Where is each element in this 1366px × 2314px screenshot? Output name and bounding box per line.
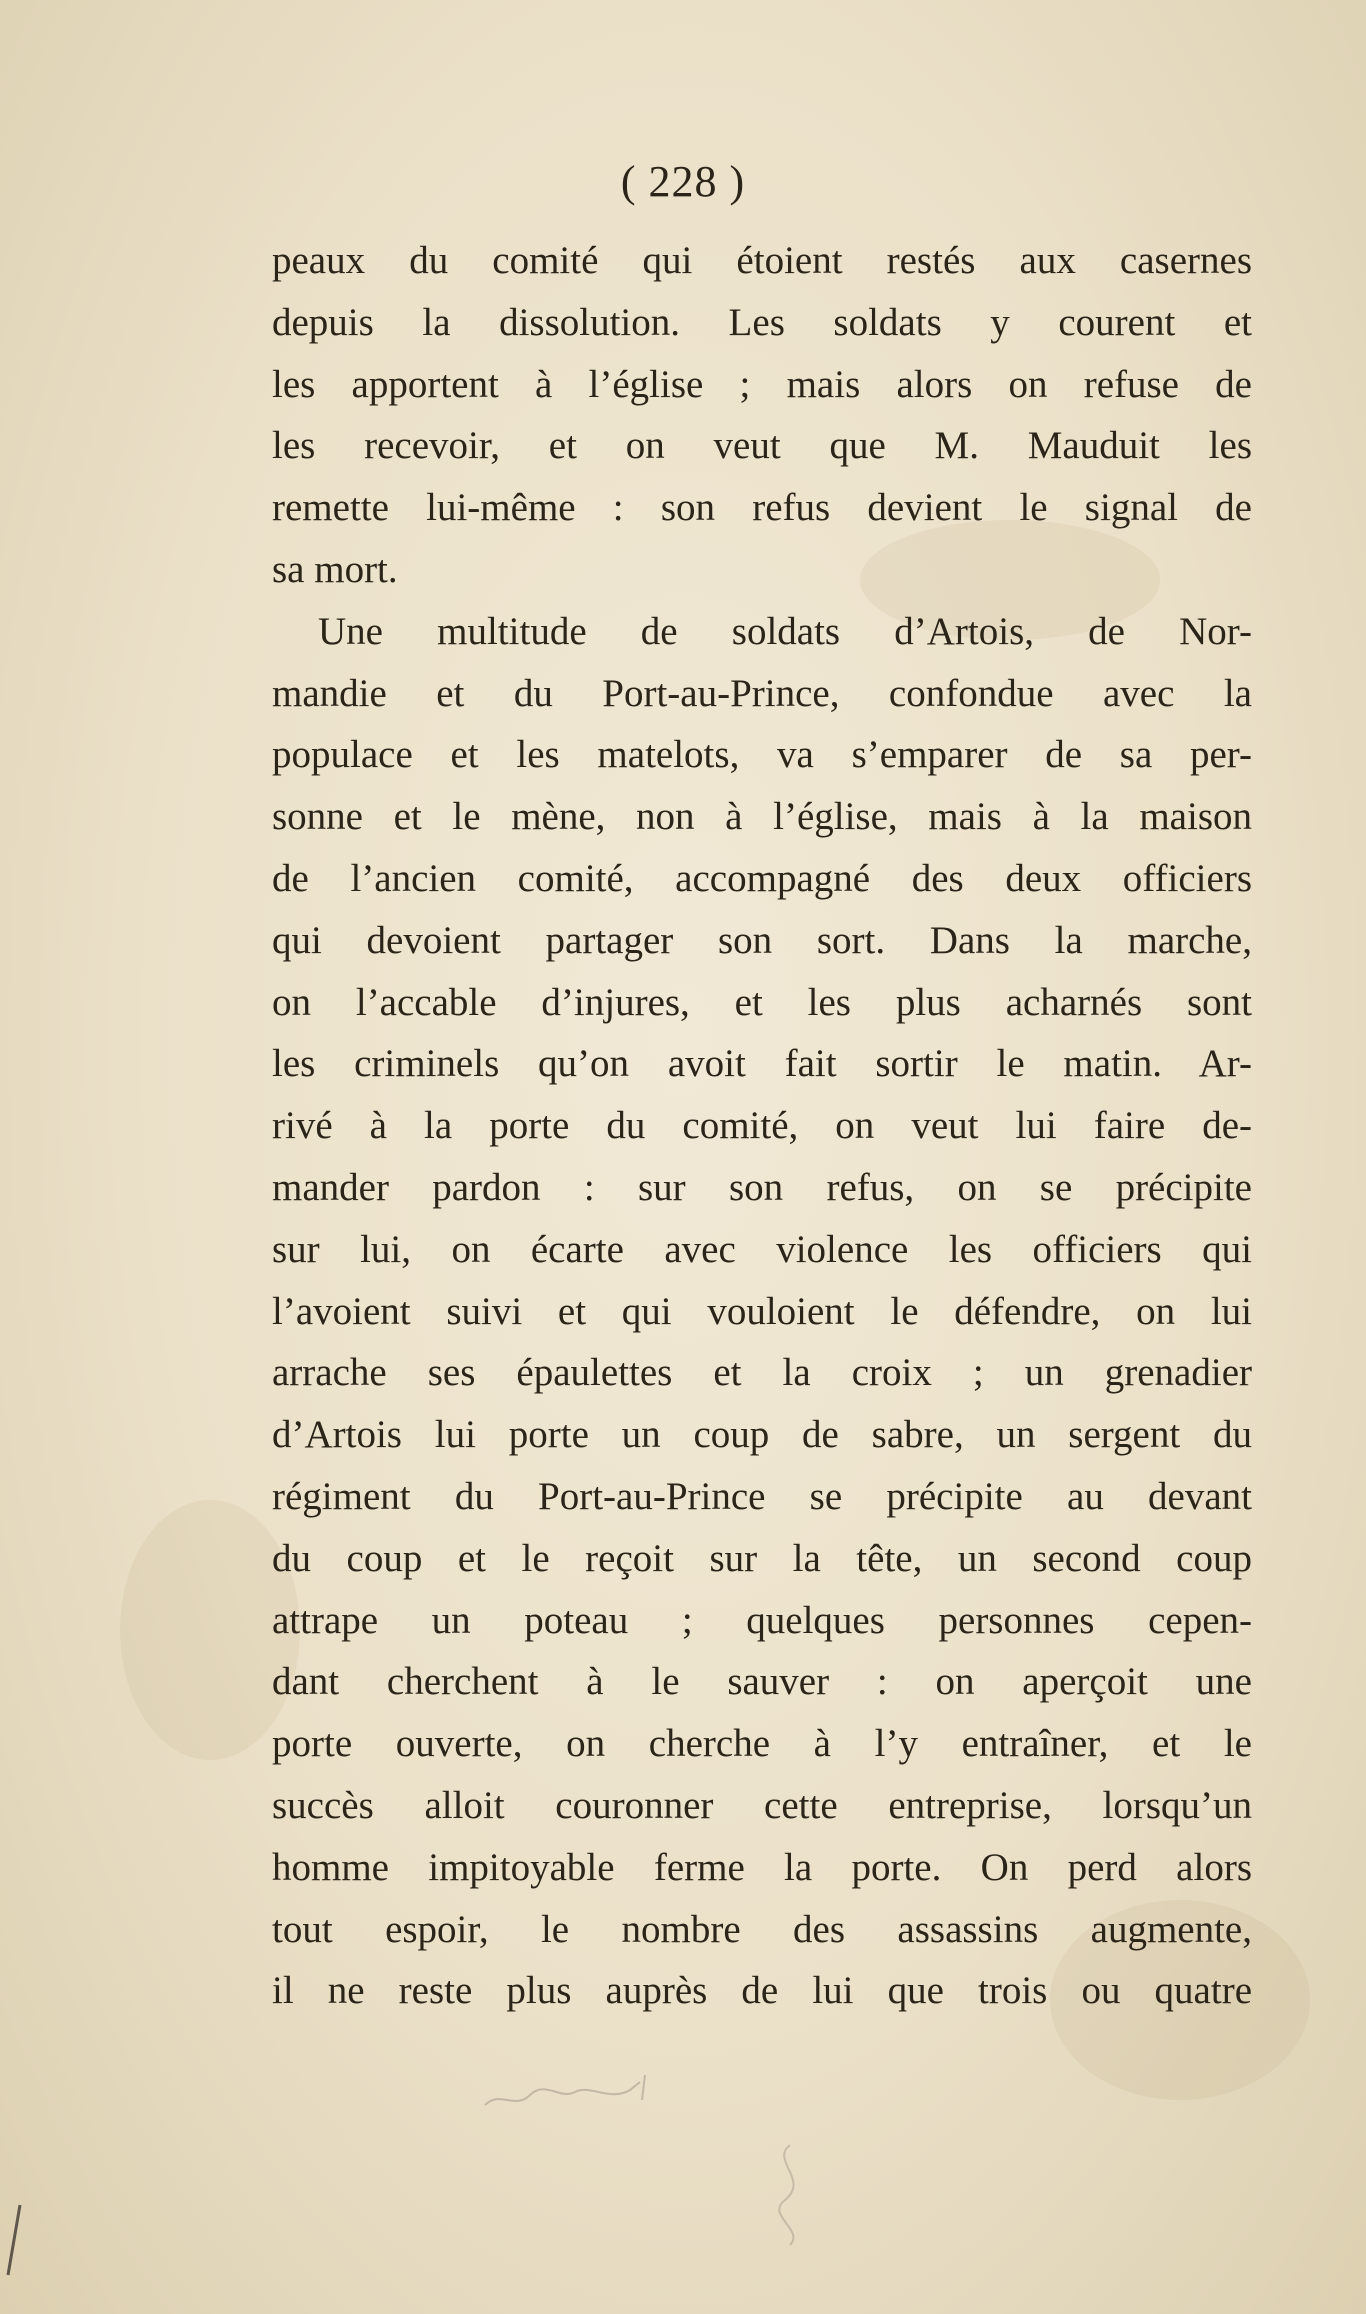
text-line: régiment du Port-au-Prince se précipite au devant — [272, 1474, 1252, 1518]
pencil-scribble — [480, 2070, 660, 2120]
text-line: mander pardon : sur son refus, on se précipite — [272, 1165, 1252, 1209]
text-line: sur lui, on écarte avec violence les officiers qui — [272, 1227, 1252, 1271]
text-line: qui devoient partager son sort. Dans la marche, — [272, 918, 1252, 962]
text-line: mandie et du Port-au-Prince, confondue avec la — [272, 671, 1252, 715]
text-line: Une multitude de soldats d’Artois, de Nor- — [318, 609, 1252, 653]
body-text — [272, 230, 1252, 2022]
text-line: d’Artois lui porte un coup de sabre, un sergent du — [272, 1413, 1252, 1457]
text-line: l’avoient suivi et qui vouloient le défendre, on lui — [272, 1289, 1252, 1333]
text-line: attrape un poteau ; quelques personnes cepen- — [272, 1598, 1252, 1642]
text-line: dant cherchent à le sauver : on aperçoit une — [272, 1660, 1252, 1704]
text-line: porte ouverte, on cherche à l’y entraîner, et le — [272, 1722, 1252, 1766]
edge-tear-mark — [0, 2200, 30, 2280]
text-line: homme impitoyable ferme la porte. On perd alors — [272, 1845, 1252, 1889]
text-line: les recevoir, et on veut que M. Mauduit les — [272, 424, 1252, 468]
text-line: il ne reste plus auprès de lui que trois ou quatre — [272, 1969, 1252, 2013]
text-line: tout espoir, le nombre des assassins augmente, — [272, 1907, 1252, 1951]
text-line: succès alloit couronner cette entreprise, lorsqu’un — [272, 1783, 1252, 1827]
text-line: les criminels qu’on avoit fait sortir le matin. Ar- — [272, 1042, 1252, 1086]
text-line: depuis la dissolution. Les soldats y courent et — [272, 300, 1252, 344]
text-line: du coup et le reçoit sur la tête, un second coup — [272, 1536, 1252, 1580]
pencil-mark — [760, 2140, 820, 2250]
text-line: de l’ancien comité, accompagné des deux officiers — [272, 856, 1252, 900]
text-line: populace et les matelots, va s’emparer de sa per- — [272, 733, 1252, 777]
text-line: sonne et le mène, non à l’église, mais à la maison — [272, 795, 1252, 839]
text-line: sa mort. — [272, 547, 398, 591]
text-line: on l’accable d’injures, et les plus acharnés sont — [272, 980, 1252, 1024]
text-line: arrache ses épaulettes et la croix ; un grenadier — [272, 1351, 1252, 1395]
text-line: les apportent à l’église ; mais alors on refuse de — [272, 362, 1252, 406]
page-number: ( 228 ) — [620, 157, 746, 206]
text-line: rivé à la porte du comité, on veut lui faire de- — [272, 1104, 1252, 1148]
text-line: peaux du comité qui étoient restés aux casernes — [272, 239, 1252, 282]
text-line: remette lui-même : son refus devient le signal de — [272, 486, 1252, 530]
